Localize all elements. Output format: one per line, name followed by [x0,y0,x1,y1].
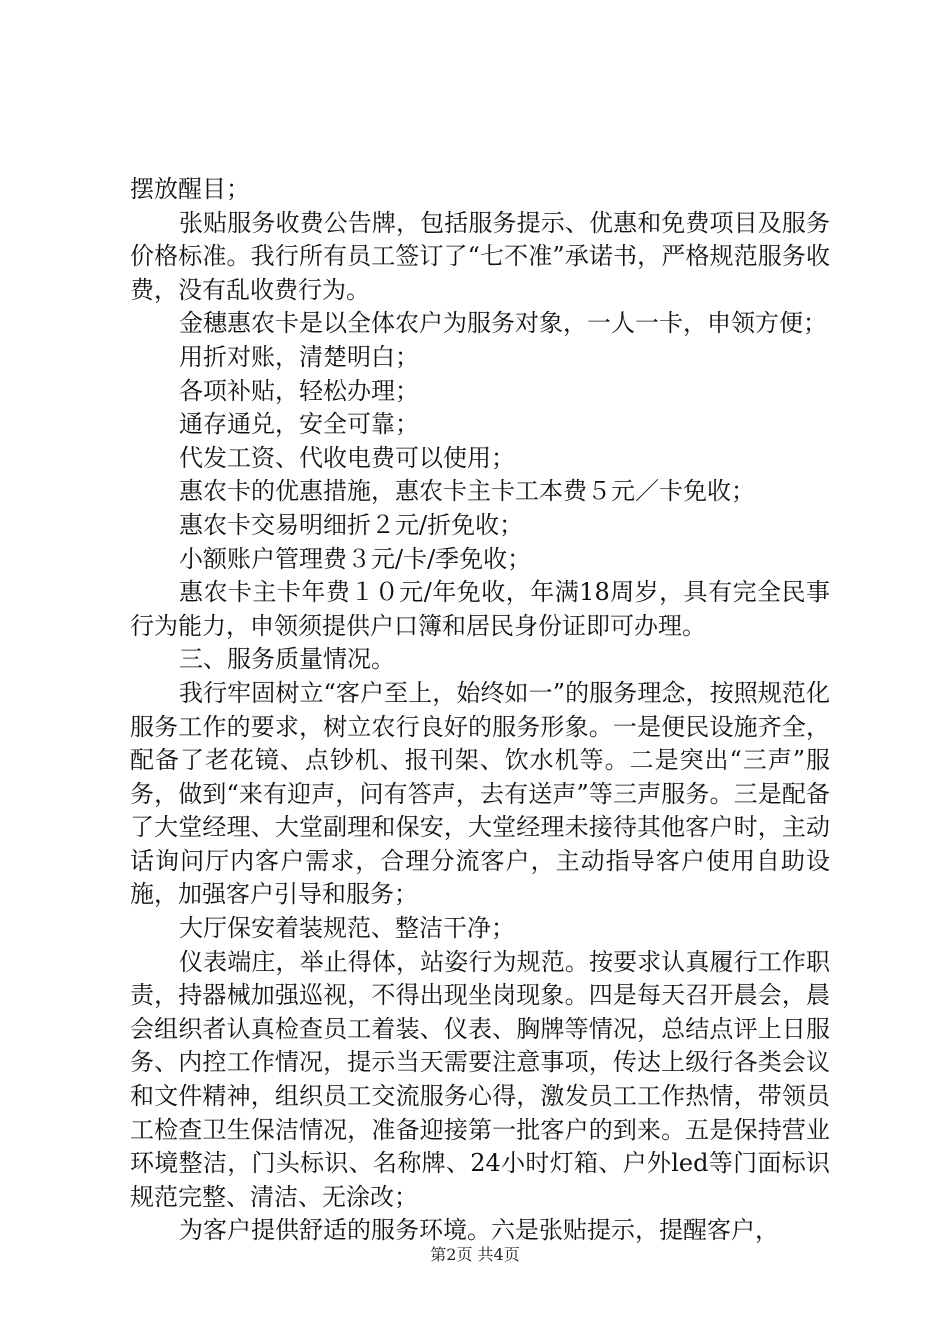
paragraph: 代发工资、代收电费可以使用； [179,443,515,472]
paragraph: 摆放醒目； [130,175,250,203]
paragraph: 各项补贴，轻松办理； [179,376,419,405]
paragraph: 张贴服务收费公告牌，包括服务提示、优惠和免费项目及服务价格标准。我行所有员工签订了“七不准”承诺书，严格规范服务收费，没有乱收费行为。 [130,208,830,304]
document-body [130,173,830,1248]
paragraph: 金穗惠农卡是以全体农户为服务对象，一人一卡，申领方便； [179,309,827,338]
page-number: 第2页 共4页 [430,1245,520,1264]
page-footer [0,1244,950,1266]
paragraph: 用折对账，清楚明白； [179,342,419,371]
paragraph: 通存通兑，安全可靠； [179,410,419,439]
paragraph: 惠农卡的优惠措施，惠农卡主卡工本费５元／卡免收； [179,477,755,506]
paragraph: 大厅保安着装规范、整洁干净； [179,914,515,943]
paragraph: 惠农卡主卡年费１０元/年免收，年满18周岁，具有完全民事行为能力，申领须提供户口簿和居民身份证即可办理。 [130,578,830,640]
section-heading: 三、服务质量情况。 [179,645,395,674]
paragraph: 为客户提供舒适的服务环境。六是张贴提示，提醒客户， [179,1216,779,1245]
paragraph: 小额账户管理费３元/卡/季免收； [179,544,532,573]
paragraph: 仪表端庄，举止得体，站姿行为规范。按要求认真履行工作职责，持器械加强巡视，不得出现坐岗现象。四是每天召开晨会，晨会组织者认真检查员工着装、仪表、胸牌等情况，总结点评上日服务、内控工作情况，提示当天需要注意事项，传达上级行各类会议和文件精神，组织员工交流服务心得，激发员工工作热情，带领员工检查卫生保洁情况，准备迎接第一批客户的到来。五是保持营业环境整洁，门头标识、名称牌、24小时灯箱、户外led等门面标识规范完整、清洁、无涂改； [130,947,830,1211]
paragraph: 我行牢固树立“客户至上，始终如一”的服务理念，按照规范化服务工作的要求，树立农行良好的服务形象。一是便民设施齐全，配备了老花镜、点钞机、报刊架、饮水机等。二是突出“三声”服务，做到“来有迎声，问有答声，去有送声”等三声服务。三是配备了大堂经理、大堂副理和保安，大堂经理未接待其他客户时，主动话询问厅内客户需求，合理分流客户，主动指导客户使用自助设施，加强客户引导和服务； [130,678,830,909]
paragraph: 惠农卡交易明细折２元/折免收； [179,510,524,539]
